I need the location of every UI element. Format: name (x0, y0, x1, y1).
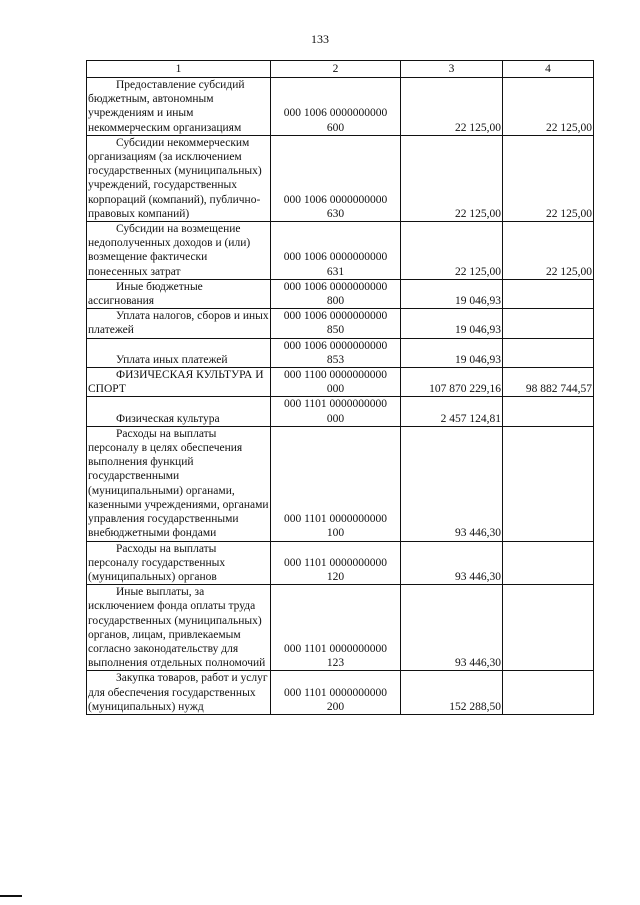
row-amount-col4 (503, 309, 594, 338)
row-name-cell (87, 222, 271, 280)
row-code-main: 000 1006 0000000000 (283, 107, 388, 120)
row-code-type: 000 (326, 412, 345, 425)
row-code-main: 000 1006 0000000000 (283, 339, 388, 352)
row-amount-col3: 22 125,00 (401, 78, 503, 136)
row-amount-col3: 22 125,00 (401, 222, 503, 280)
table-row (87, 78, 594, 136)
row-name: Иные бюджетные ассигнования (88, 280, 203, 308)
row-amount-col3: 19 046,93 (401, 338, 503, 367)
table-row (87, 279, 594, 308)
row-name: Уплата налогов, сборов и иных платежей (88, 310, 269, 337)
row-code-main: 000 1101 0000000000 (283, 398, 388, 411)
row-name-cell (87, 279, 271, 308)
row-name-cell (87, 338, 271, 367)
table-row (87, 397, 594, 426)
row-name: Физическая культура (116, 412, 220, 425)
row-code-cell (271, 671, 401, 715)
table-row (87, 541, 594, 585)
row-amount-col4: 98 882 744,57 (503, 368, 594, 397)
row-code-cell (271, 541, 401, 585)
row-name: Расходы на выплаты персоналу государственных (муниципальных) органов (88, 542, 226, 583)
column-header: 1 (87, 61, 271, 78)
row-name: Расходы на выплаты персоналу в целях обеспечения выполнения функций государственными (муниципальными) органами, казенными учреждениями, органами управления государственными внебюджетными фондами (88, 427, 269, 540)
scan-mark (0, 895, 22, 897)
row-code-cell (271, 426, 401, 541)
row-amount-col3: 93 446,30 (401, 426, 503, 541)
row-amount-col3: 152 288,50 (401, 671, 503, 715)
row-name-cell (87, 309, 271, 338)
row-code-main: 000 1006 0000000000 (283, 193, 388, 206)
row-amount-col3: 22 125,00 (401, 135, 503, 221)
row-code-cell (271, 279, 401, 308)
column-header: 3 (401, 61, 503, 78)
row-amount-col4 (503, 541, 594, 585)
row-code-cell (271, 368, 401, 397)
row-name-cell (87, 671, 271, 715)
row-amount-col3: 93 446,30 (401, 541, 503, 585)
row-name-cell (87, 585, 271, 671)
row-code-cell (271, 585, 401, 671)
row-amount-col4 (503, 338, 594, 367)
row-amount-col4 (503, 397, 594, 426)
table-row (87, 585, 594, 671)
row-code-type: 200 (326, 700, 345, 713)
row-amount-col4: 22 125,00 (503, 135, 594, 221)
table-row (87, 338, 594, 367)
table-row (87, 671, 594, 715)
row-code-type: 800 (326, 295, 345, 308)
column-header: 4 (503, 61, 594, 78)
row-name: Иные выплаты, за исключением фонда оплаты труда государственных (муниципальных) органов, лицам, привлекаемым согласно законодательству для выполнения отдельных полномочий (88, 586, 266, 670)
row-code-main: 000 1101 0000000000 (283, 686, 388, 699)
row-code-cell (271, 309, 401, 338)
row-code-main: 000 1101 0000000000 (283, 513, 388, 526)
row-code-type: 000 (326, 383, 345, 396)
table-row (87, 309, 594, 338)
budget-table (86, 60, 594, 715)
row-amount-col4 (503, 279, 594, 308)
table-header-row (87, 61, 594, 78)
row-name: ФИЗИЧЕСКАЯ КУЛЬТУРА И СПОРТ (88, 369, 264, 396)
row-code-cell (271, 78, 401, 136)
table-row (87, 426, 594, 541)
row-name-cell (87, 397, 271, 426)
row-code-cell (271, 338, 401, 367)
row-code-type: 853 (326, 353, 345, 366)
row-name: Уплата иных платежей (116, 353, 228, 366)
row-code-main: 000 1101 0000000000 (283, 556, 388, 569)
row-amount-col4 (503, 585, 594, 671)
row-code-main: 000 1006 0000000000 (283, 310, 388, 323)
row-code-main: 000 1006 0000000000 (283, 251, 388, 264)
row-name-cell (87, 368, 271, 397)
row-code-main: 000 1006 0000000000 (283, 280, 388, 293)
row-code-type: 850 (326, 324, 345, 337)
row-name-cell (87, 78, 271, 136)
row-code-main: 000 1100 0000000000 (283, 369, 388, 382)
row-code-cell (271, 397, 401, 426)
row-code-type: 630 (326, 207, 345, 220)
row-amount-col4: 22 125,00 (503, 78, 594, 136)
row-code-main: 000 1101 0000000000 (283, 642, 388, 655)
row-amount-col4 (503, 426, 594, 541)
row-name: Субсидии на возмещение недополученных доходов и (или) возмещение фактически понесенных затрат (88, 223, 251, 278)
table-row (87, 222, 594, 280)
row-name: Предоставление субсидий бюджетным, автономным учреждениям и иным некоммерческим организациям (88, 79, 245, 134)
row-amount-col3: 93 446,30 (401, 585, 503, 671)
row-name-cell (87, 135, 271, 221)
row-code-type: 100 (326, 527, 345, 540)
row-name-cell (87, 541, 271, 585)
row-amount-col3: 19 046,93 (401, 309, 503, 338)
row-code-type: 600 (326, 121, 345, 134)
row-amount-col4: 22 125,00 (503, 222, 594, 280)
column-header: 2 (271, 61, 401, 78)
row-amount-col3: 19 046,93 (401, 279, 503, 308)
page-number: 133 (311, 32, 329, 46)
row-amount-col4 (503, 671, 594, 715)
row-code-cell (271, 135, 401, 221)
row-amount-col3: 2 457 124,81 (401, 397, 503, 426)
row-name: Закупка товаров, работ и услуг для обеспечения государственных (муниципальных) нужд (88, 672, 268, 713)
row-name-cell (87, 426, 271, 541)
table-row (87, 368, 594, 397)
row-name: Субсидии некоммерческим организациям (за исключением государственных (муниципальных) учреждений, государственных корпораций (компаний), публично-правовых компаний) (88, 136, 262, 220)
row-code-cell (271, 222, 401, 280)
row-amount-col3: 107 870 229,16 (401, 368, 503, 397)
row-code-type: 631 (326, 265, 345, 278)
row-code-type: 120 (326, 570, 345, 583)
table-row (87, 135, 594, 221)
row-code-type: 123 (326, 657, 345, 670)
